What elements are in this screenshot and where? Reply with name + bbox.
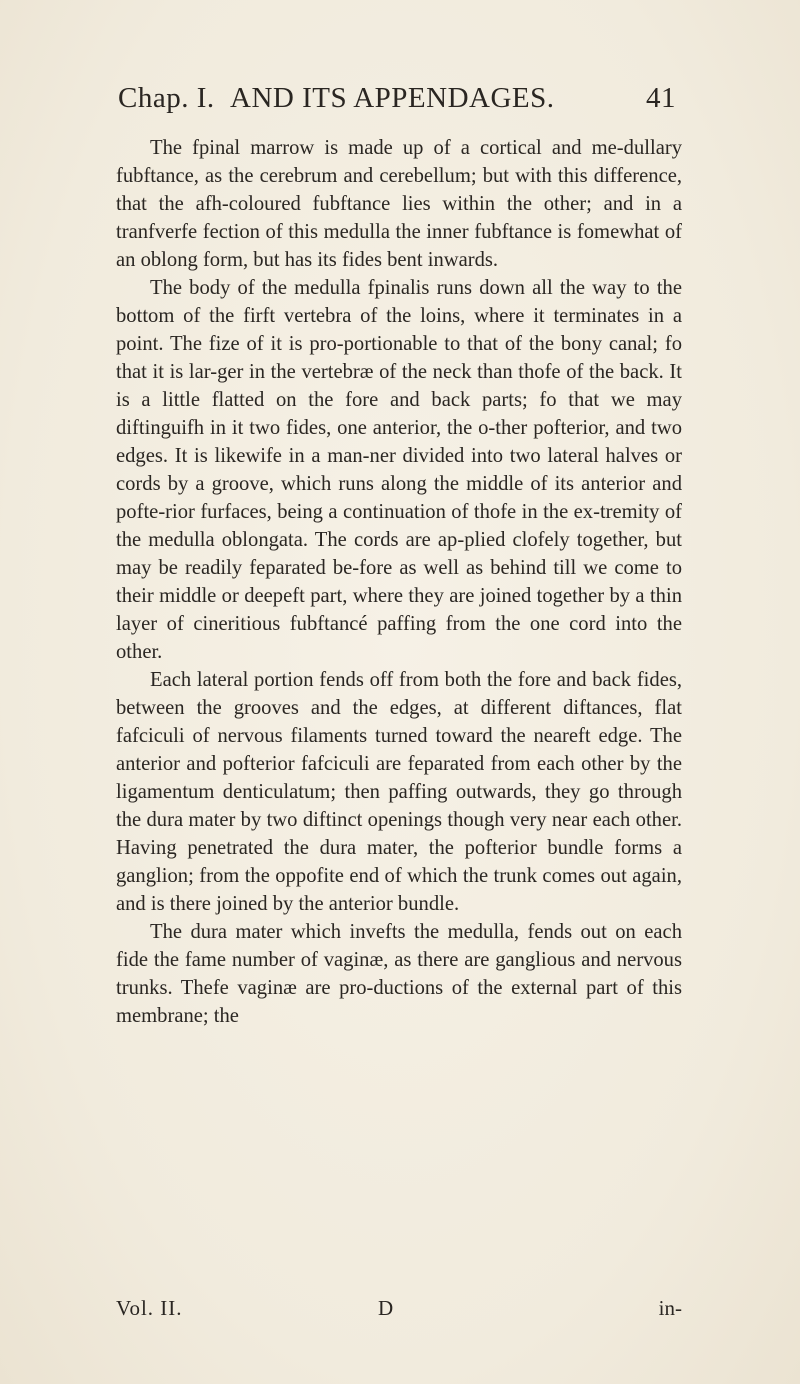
volume-label: Vol. II. [116,1296,183,1320]
running-title: AND ITS APPENDAGES. [230,82,555,114]
body-text [116,134,682,1030]
paragraph-2: The body of the medulla fpinalis runs down all the way to the bottom of the firft vertebra of the loins, where it terminates in a point. The fize of it is pro-portionable to that of the bony canal; fo that it is lar-ger in the vertebræ of the neck than thofe of the back. It is a little flatted on the fore and back parts; fo that we may diftinguifh in it two fides, one anterior, the o-ther pofterior, and two edges. It is likewife in a man-ner divided into two lateral halves or cords by a groove, which runs along the middle of its anterior and pofte-rior furfaces, being a continuation of thofe in the ex-tremity of the medulla oblongata. The cords are ap-plied clofely together, but may be readily feparated be-fore as well as behind till we come to their middle or deepeft part, where they are joined together by a thin layer of cineritious fubftancé paffing from the one cord into the other. [116,277,682,663]
running-head [118,82,676,122]
paragraph-3: Each lateral portion fends off from both the fore and back fides, between the grooves and the edges, at different diftances, flat fafciculi of nervous filaments turned toward the neareft edge. The anterior and pofterior fafciculi are feparated from each other by the ligamentum denticulatum; then paffing outwards, they go through the dura mater by two diftinct openings though very near each other. Having penetrated the dura mater, the pofterior bundle forms a ganglion; from the oppofite end of which the trunk comes out again, and is there joined by the anterior bundle. [116,669,682,915]
signature-mark: D [378,1296,394,1320]
page-number: 41 [646,82,676,114]
paragraph-1: The fpinal marrow is made up of a cortical and me-dullary fubftance, as the cerebrum and cerebellum; but with this difference, that the afh-coloured fubftance lies within the other; and in a tranfverfe fection of this medulla the inner fubftance is fomewhat of an oblong form, but has its fides bent inwards. [116,137,682,271]
chapter-label: Chap. I. [118,82,215,114]
page-footer [116,1296,682,1326]
catchword: in- [658,1296,682,1320]
paragraph-4: The dura mater which invefts the medulla, fends out on each fide the fame number of vaginæ, as there are ganglious and nervous trunks. Thefe vaginæ are pro-ductions of the external part of this membrane; the [116,921,682,1027]
